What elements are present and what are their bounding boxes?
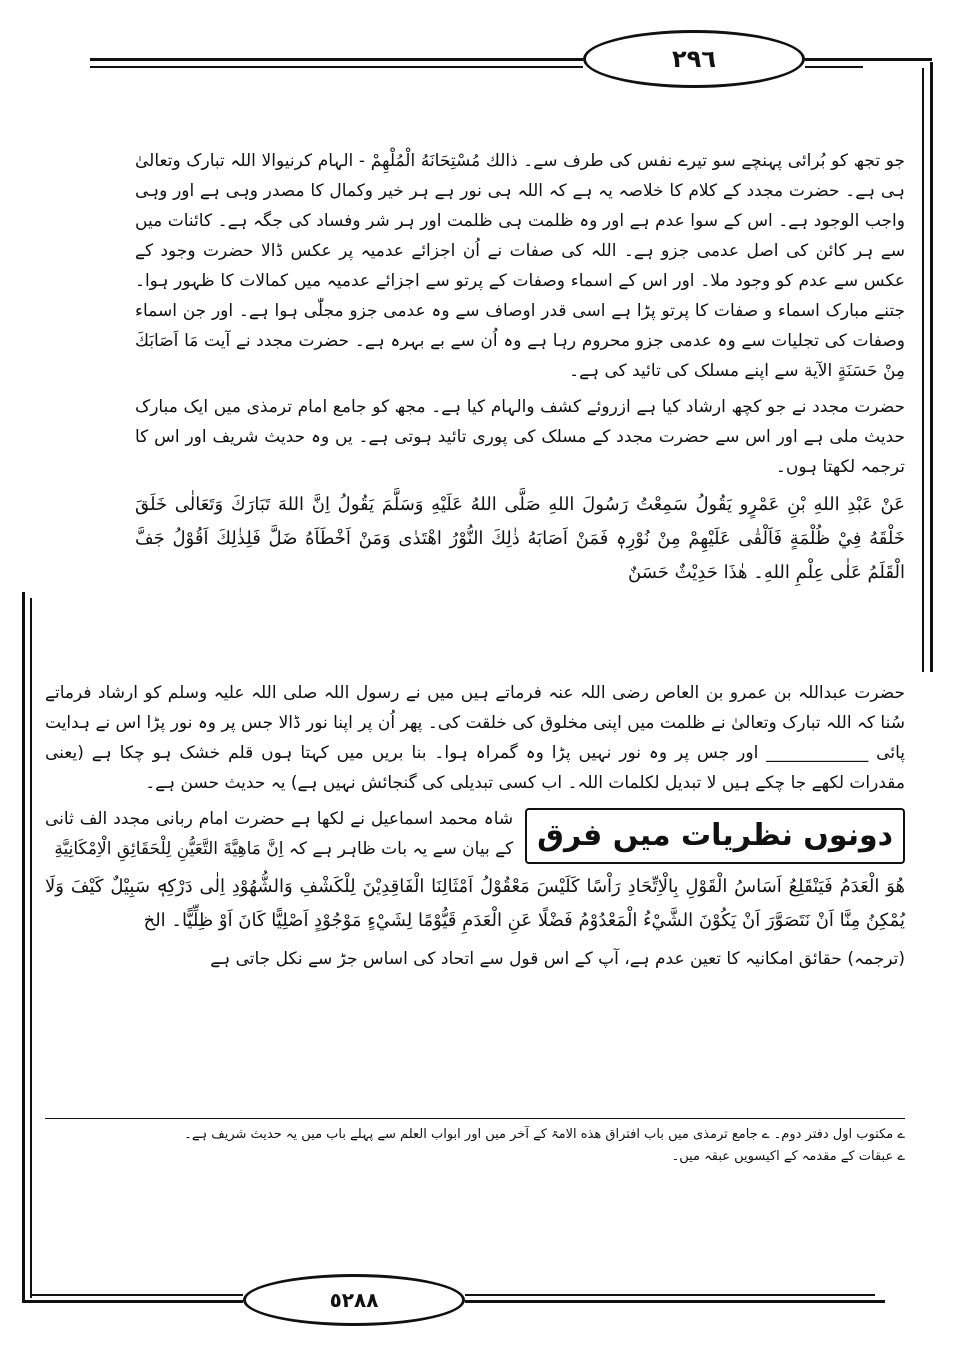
paragraph-1: جو تجھ کو بُرائی پہنچے سو تیرے نفس کی طرف سے۔ ذالك مُسْتِحَانَهُ الْمُلْهِمْ - الہام کرنیوالا اللہ تبارک وتعالیٰ ہی ہے۔ حضرت مجدد کے کلام کا خلاصہ یہ ہے کہ اللہ ہی نور ہے ہر خیر وکمال کا مصدر وہی ہے اور وہی واجب الوجود ہے۔ اس کے سوا عدم ہے اور وہ ظلمت ہی ظلمت اور ہر شر وفساد کی جگہ ہے۔ کائنات میں سے ہر کائن کی اصل عدمی جزو ہے۔ اللہ کی صفات نے اُن اجزائے عدمیہ پر عکس ڈالا حضرت وجود کے عکس سے عدم کو وجود ملا۔ اور اس کے اسماء وصفات کے پرتو سے اجزائے عدمیہ میں کمالات کا ظہور ہوا۔ جتنے مبارک اسماء و صفات کا پرتو پڑا ہے اسی قدر اوصاف سے وہ عدمی جزو مجلّٰی ہوا ہے۔ اور جن اسماء وصفات کی تجلیات سے وہ عدمی جزو محروم رہا ہے وہ اُن سے بے بہرہ ہے۔ حضرت مجدد نے آیت مَا اَصَابَكَ مِنْ حَسَنَةٍ الآیة سے اپنے مسلک کی تائید کی ہے۔ bbox=[135, 151, 905, 381]
frame-right-outer bbox=[930, 62, 933, 672]
page-number: ٢٩٦ bbox=[583, 30, 805, 88]
frame-bottom-line-right bbox=[465, 1300, 885, 1303]
section-heading: دونوں نظریات میں فرق bbox=[525, 808, 905, 864]
frame-bottom-line-inner bbox=[30, 1294, 243, 1296]
main-text bbox=[135, 146, 905, 596]
frame-left-outer bbox=[22, 592, 25, 1302]
frame-left-inner bbox=[30, 598, 32, 1298]
frame-top-line bbox=[90, 58, 583, 61]
footer-code: ٥٢٨٨ bbox=[243, 1274, 465, 1326]
hadith-arabic: عَنْ عَبْدِ اللهِ بْنِ عَمْرٍو يَقُولُ سَمِعْتُ رَسُولَ اللهِ صَلَّى اللهُ عَلَيْهِ وَسَلَّمَ يَقُولُ اِنَّ اللهَ تَبَارَكَ وَتَعَالٰى خَلَقَ خَلْقَهُ فِيْ ظُلْمَةٍ فَاَلْقٰى عَلَيْهِمْ مِنْ نُوْرِهٖ فَمَنْ اَصَابَهُ ذٰلِكَ النُّوْرُ اهْتَدٰى وَمَنْ اَخْطَاَهُ ضَلَّ فَلِذٰلِكَ اَقُوْلُ جَفَّ الْقَلَمُ عَلٰى عِلْمِ اللهِ۔ هٰذَا حَدِيْثٌ حَسَنٌ bbox=[135, 494, 905, 583]
footnote-1: ے مکتوب اول دفتر دوم۔ ے جامع ترمذی میں باب افتراق هذه الامۃ کے آخر میں اور ابواب العلم سے پہلے باب میں یہ حدیث شریف ہے۔ bbox=[184, 1127, 905, 1142]
main-text-lower bbox=[45, 678, 905, 980]
frame-right-corner bbox=[862, 58, 932, 61]
paragraph-2: حضرت مجدد نے جو کچھ ارشاد کیا ہے ازروئے کشف والہام کیا ہے۔ مجھ کو جامع امام ترمذی میں ایک مبارک حدیث ملی ہے اور اس سے حضرت مجدد کے مسلک کی پوری تائید ہوتی ہے۔ یں وہ حدیث شریف اور اس کا ترجمہ لکھتا ہوں۔ bbox=[135, 397, 905, 477]
paragraph-5: (ترجمہ) حقائق امکانیہ کا تعین عدم ہے، آپ کے اس قول سے اتحاد کی اساس جڑ سے نکل جاتی ہے bbox=[210, 949, 905, 969]
footnote-2: ے عبقات کے مقدمہ کے اکیسویں عبقہ میں۔ bbox=[671, 1149, 905, 1164]
paragraph-4: شاہ محمد اسماعیل نے لکھا ہے حضرت امام ربانی مجدد الف ثانی کے بیان سے یہ بات ظاہر ہے کہ اِنَّ مَاهِيَّةَ التَّعَيُّنِ لِلْحَقَائِقِ الْاِمْكَانِيَّةِ bbox=[45, 809, 514, 859]
frame-top-line-right-inner bbox=[805, 66, 863, 68]
paragraph-3: حضرت عبداللہ بن عمرو بن العاص رضی اللہ عنہ فرماتے ہیں میں نے رسول اللہ صلی اللہ علیہ وسلم کو ارشاد فرماتے سُنا کہ اللہ تبارک وتعالیٰ نے ظلمت میں اپنی مخلوق کی خلقت کی۔ پھر اُن پر اپنا نور ڈالا جس پر وہ نور پڑا اس نے ہدایت پائی ____________ اور جس پر وہ نور نہیں پڑا وہ گمراہ ہوا۔ بنا بریں میں کہتا ہوں قلم خشک ہو چکا ہے (یعنی مقدرات لکھے جا چکے ہیں لا تبدیل لکلمات اللہ۔ اب کسی تبدیلی کی گنجائش نہیں ہے) یہ حدیث حسن ہے۔ bbox=[45, 683, 905, 793]
arabic-quote: هُوَ الْعَدَمُ فَيَنْقَلِعُ اَسَاسُ الْقَوْلِ بِالْاِتِّحَادِ رَاْسًا كَلَيْسَ مَعْقُوْلُ اَمْثَالِنَا الْفَاقِدِيْنَ لِلْكَشْفِ وَالشُّهُوْدِ اِلٰى دَرْكِهٖ سَبِيْلٌ كَيْفَ وَلَا يُمْكِنُ مِنَّا اَنْ نَتَصَوَّرَ اَنْ يَكُوْنَ الشَّيْءُ الْمَعْدُوْمُ فَضْلًا عَنِ الْعَدَمِ قَيُّوْمًا لِشَيْءٍ مَوْجُوْدٍ اَصْلِيًّا كَانَ اَوْ ظِلِّيًّا۔ الخ bbox=[45, 876, 905, 931]
footnotes bbox=[45, 1124, 905, 1168]
frame-top-line-right bbox=[805, 58, 870, 61]
frame-right-inner bbox=[922, 68, 924, 672]
frame-top-line-inner bbox=[90, 66, 583, 68]
frame-bottom-line-right-inner bbox=[465, 1294, 875, 1296]
frame-bottom-line bbox=[22, 1300, 243, 1303]
footnote-divider bbox=[45, 1118, 905, 1119]
